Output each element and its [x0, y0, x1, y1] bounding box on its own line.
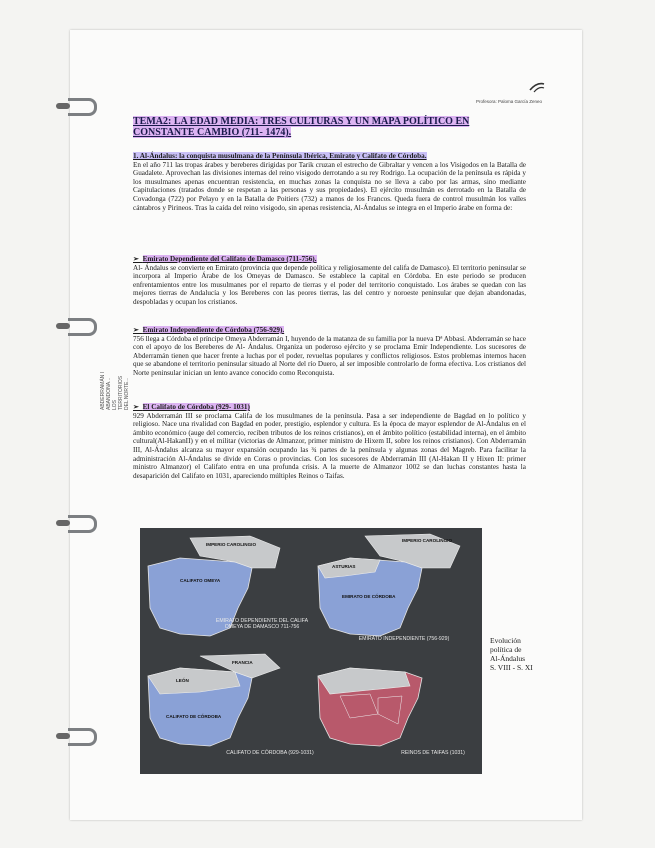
map-label: IMPERIO CAROLINGIO [206, 542, 257, 547]
section-text: 929 Abderramán III se proclama Califa de los musulmanes de la península. Pasa a ser independiente de Bagdad en lo político y religioso. Nace una rivalidad con Bagdad en poder, prestigio, esplendor y cultura. Es la época de mayor esplendor de Al-Ándalus en el ámbito económico (auge del comercio, reciben tributos de los reinos cristianos), en el ámbito político (estabilidad interna), en el ámbito cultural(Al-HakanII) y en el militar (victorias de Almanzor, primer ministro de Hixem II, sobre los reinos cristianos). Con Abderramán III, Al-Ándalus alcanza su mayor expansión ocupando las ¾ partes de la península y algunas zonas del Magreb. Para facilitar la administración Al-Ándalus se divide en Coras o provincias. Con los sucesores de Abderramán III (Al-Hakan II y Hixen II: primer ministro Almanzor) el Califato entra en una profunda crisis. A la muerte de Almanzor 1002 se dan luchas constantes hasta la desaparición del Califato en 1031, apareciendo múltiples Reinos o Taifas. [133, 411, 526, 480]
section-califato: ➢ El Califato de Córdoba (929- 1031) 929 Abderramán III se proclama Califa de los musulmanes de la península. Pasa a ser independiente de Bagdad en lo político y religioso. Nace una rivalidad con Bagdad en poder, prestigio, esplendor y cultura. Es la época de mayor esplendor de Al-Ándalus en el ámbito económico (auge del comercio, reciben tributos de los reinos cristianos), en el ámbito político (estabilidad interna), en el ámbito cultural(Al-HakanII) y en el militar (victorias de Almanzor, primer ministro de Hixem II, sobre los reinos cristianos). Con Abderramán III, Al-Ándalus alcanza su mayor expansión ocupando las ¾ partes de la península y algunas zonas del Magreb. Para facilitar la administración Al-Ándalus se divide en Coras o provincias. Con los sucesores de Abderramán III (Al-Hakan II y Hixen II: primer ministro Almanzor) el Califato entra en una profunda crisis. A la muerte de Almanzor 1002 se dan luchas constantes hasta la desaparición del Califato en 1031, apareciendo múltiples Reinos o Taifas. [133, 403, 526, 480]
maps-figure [140, 528, 482, 774]
map-label: CALIFATO OMEYA [180, 578, 221, 583]
section-heading: Emirato Independiente de Córdoba (756-929). [142, 326, 285, 334]
binder-ring [68, 515, 97, 533]
map-label: FRANCIA [232, 660, 253, 665]
map-label: LEÓN [176, 678, 189, 683]
section-text: Al- Ándalus se convierte en Emirato (provincia que depende política y religiosamente del califa de Damasco). El territorio peninsular se incorpora al Imperio Árabe de los Omeyas de Damasco. Se establece la capital en Córdoba. En este periodo se producen enfrentamientos entre los musulmanes por el reparto de tierras y el poder del territorio conquistado. Los árabes se quedan con las mejores tierras de Andalucía y los Bereberes con las peores tierras, las del centro y noroeste peninsular que dejan abandonadas, despobladas y ocupan los cristianos. [133, 263, 526, 306]
map-caption: EMIRATO DEPENDIENTE DEL CALIFA OMEYA DE DAMASCO 711-756 [215, 618, 309, 630]
school-logo-icon [528, 80, 546, 94]
section-heading: 1. Al-Ándalus: la conquista musulmana de la Península Ibérica, Emirato y Califato de Córdoba. [133, 152, 427, 160]
binder-ring [68, 318, 97, 336]
page-title [133, 116, 523, 138]
section-al-andalus [133, 152, 526, 212]
map-label: ASTURIAS [332, 564, 356, 569]
page-title-text: TEMA2: LA EDAD MEDIA: TRES CULTURAS Y UN MAPA POLÍTICO EN CONSTANTE CAMBIO (711- 1474). [133, 116, 470, 138]
binder-ring [68, 728, 97, 746]
section-heading: Emirato Dependiente del Califato de Damasco (711-756). [142, 255, 317, 263]
map-label: IMPERIO CAROLINGIO [402, 538, 453, 543]
map-label: CALIFATO DE CÓRDOBA [166, 714, 222, 719]
binder-ring [68, 98, 97, 116]
map-caption: REINOS DE TAIFAS (1031) [401, 750, 465, 756]
section-text: En el año 711 las tropas árabes y bereberes dirigidas por Tarik cruzan el estrecho de Gibraltar y vencen a los Visigodos en la Batalla de Guadalete. Aprovechan las divisiones internas del reino visigodo derrotando a su rey Rodrigo. La ocupación de la península es rápida y los musulmanes apenas encuentran resistencia, en muchas zonas la conquista no se lleva a cabo por las armas, sino mediante Capitulaciones (tratados donde se respetan a las personas y sus propiedades). El ejército musulmán es derrotado en la Batalla de Covadonga (722) por Pelayo y en la Batalla de Poitiers (732) a manos de los Francos. Queda fuera de control musulmán los valles cántabros y Pirineos. Tras la caída del reino visigodo, sin apenas resistencia, Al-Ándalus se integra en el Imperio árabe en forma de: [133, 160, 526, 212]
section-emirato-independiente: ➢ Emirato Independiente de Córdoba (756-929). 756 llega a Córdoba el príncipe Omeya Abderramán I, huyendo de la matanza de su familia por la nueva Dª Abbasí. Abderramán se hace con el apoyo de los Bereberes de Al- Ándalus. Organiza un poderoso ejército y se proclama Emir Independiente. Los sucesores de Abderramán tienen que hacer frente a luchas por el poder, revueltas populares y conflictos religiosos. Estos problemas internos hacen que se abandone el territorio peninsular situado al Norte del río Duero, al ser imposible controlarlo de forma efectiva. Los cristianos del Norte peninsular inician un lento avance conocido como Reconquista. [133, 326, 526, 377]
teacher-name: Profesora: Paloma García Zeneo [476, 99, 543, 104]
map-caption: EMIRATO INDEPENDIENTE (756-929) [358, 636, 450, 642]
maps-illustration [140, 528, 482, 774]
map-label: EMIRATO DE CÓRDOBA [342, 594, 396, 599]
section-emirato-dependiente: ➢ Emirato Dependiente del Califato de Damasco (711-756). Al- Ándalus se convierte en Emirato (provincia que depende política y religiosamente del califa de Damasco). El territorio peninsular se incorpora al Imperio Árabe de los Omeyas de Damasco. Se establece la capital en Córdoba. En este periodo se producen enfrentamientos entre los musulmanes por el reparto de tierras y el poder del territorio conquistado. Los árabes se quedan con las mejores tierras de Andalucía y los Bereberes con las peores tierras, las del centro y noroeste peninsular que dejan abandonadas, despobladas y ocupan los cristianos. [133, 255, 526, 306]
handwritten-margin-note: ABDERRAMÁN I ABANDONA... LOS TERRITORIOS DEL NORTE... [100, 371, 130, 410]
section-heading: El Califato de Córdoba (929- 1031) [142, 403, 250, 411]
section-text: 756 llega a Córdoba el príncipe Omeya Abderramán I, huyendo de la matanza de su familia por la nueva Dª Abbasí. Abderramán se hace con el apoyo de los Bereberes de Al- Ándalus. Organiza un poderoso ejército y se proclama Emir Independiente. Los sucesores de Abderramán tienen que hacer frente a luchas por el poder, revueltas populares y conflictos religiosos. Estos problemas internos hacen que se abandone el territorio peninsular situado al Norte del río Duero, al ser imposible controlarlo de forma efectiva. Los cristianos del Norte peninsular inician un lento avance conocido como Reconquista. [133, 334, 526, 377]
figure-caption: Evolución política de Al-Ándalus S. VIII - S. XI [490, 636, 533, 672]
map-caption: CALIFATO DE CÓRDOBA (929-1031) [226, 750, 314, 756]
